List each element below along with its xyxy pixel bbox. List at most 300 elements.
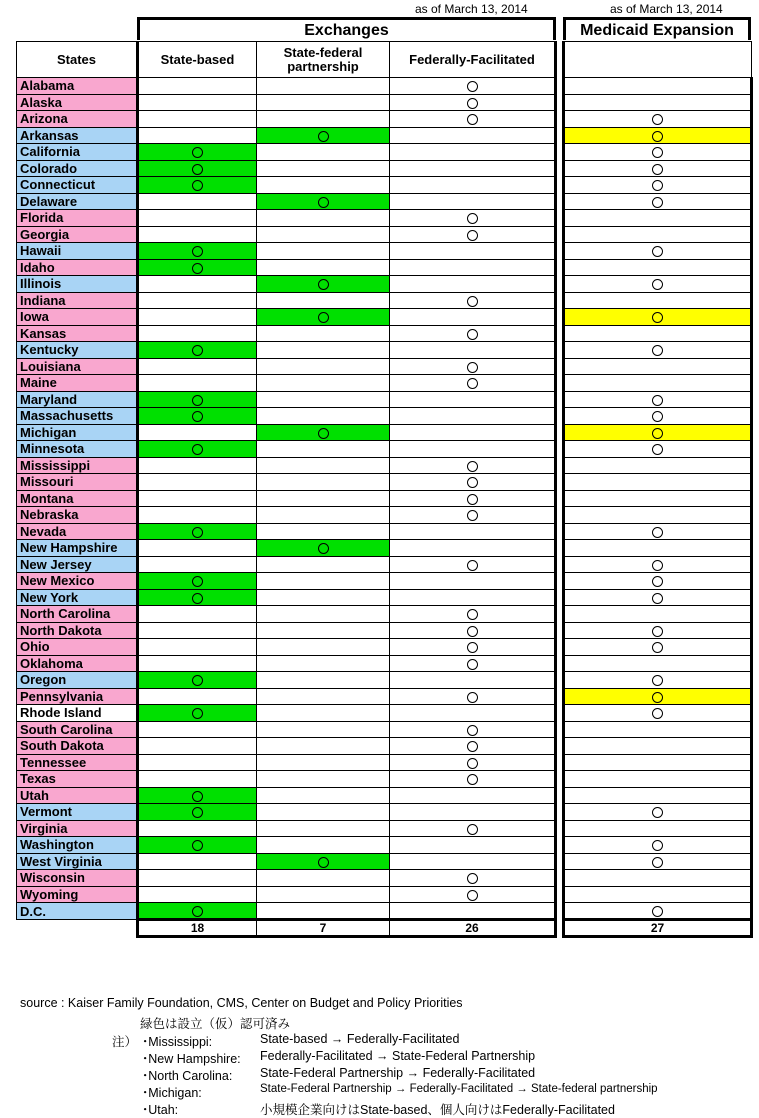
ffm-cell [390, 193, 556, 210]
state-based-cell [138, 457, 257, 474]
state-based-cell [138, 193, 257, 210]
table-row [17, 424, 752, 441]
column-gap [556, 903, 564, 920]
ffm-column-header: Federally-Facilitated [390, 42, 556, 78]
state-based-cell [138, 226, 257, 243]
partnership-cell [257, 639, 390, 656]
state-name-cell: Pennsylvania [17, 688, 138, 705]
state-based-cell [138, 870, 257, 887]
partnership-cell [257, 705, 390, 722]
state-based-cell [138, 292, 257, 309]
medicaid-cell [564, 391, 752, 408]
partnership-cell [257, 870, 390, 887]
state-name-cell: Colorado [17, 160, 138, 177]
circle-mark-icon [652, 411, 663, 422]
circle-mark-icon [467, 230, 478, 241]
circle-mark-icon [192, 593, 203, 604]
medicaid-cell [564, 226, 752, 243]
ffm-cell [390, 886, 556, 903]
state-name-cell: Kentucky [17, 342, 138, 359]
state-name-cell: Illinois [17, 276, 138, 293]
circle-mark-icon [467, 626, 478, 637]
state-name-cell: Oklahoma [17, 655, 138, 672]
note-text: Federally-Facilitated → State-Federal Partnership [260, 1049, 536, 1063]
table-row [17, 820, 752, 837]
table-row [17, 342, 752, 359]
circle-mark-icon [652, 147, 663, 158]
state-based-cell [138, 507, 257, 524]
table-row [17, 210, 752, 227]
circle-mark-icon [192, 708, 203, 719]
state-based-cell [138, 78, 257, 95]
ffm-cell [390, 870, 556, 887]
partnership-cell [257, 688, 390, 705]
state-based-cell [138, 853, 257, 870]
partnership-cell [257, 193, 390, 210]
circle-mark-icon [467, 510, 478, 521]
circle-mark-icon [652, 642, 663, 653]
partnership-cell [257, 771, 390, 788]
medicaid-cell [564, 94, 752, 111]
ffm-cell [390, 144, 556, 161]
exchanges-header: Exchanges [137, 17, 556, 40]
state-name-cell: South Dakota [17, 738, 138, 755]
circle-mark-icon [318, 428, 329, 439]
table-row [17, 474, 752, 491]
circle-mark-icon [652, 807, 663, 818]
ffm-cell [390, 441, 556, 458]
partnership-cell [257, 226, 390, 243]
column-gap [556, 127, 564, 144]
circle-mark-icon [652, 180, 663, 191]
state-based-cell [138, 127, 257, 144]
circle-mark-icon [467, 378, 478, 389]
partnership-cell [257, 523, 390, 540]
ffm-cell [390, 688, 556, 705]
table-row [17, 160, 752, 177]
column-gap [556, 556, 564, 573]
notes-prefix: 注） [112, 1035, 138, 1049]
total-state-based: 18 [138, 920, 257, 937]
medicaid-cell [564, 78, 752, 95]
state-based-cell [138, 177, 257, 194]
ffm-cell [390, 490, 556, 507]
column-gap [556, 94, 564, 111]
total-partnership: 7 [257, 920, 390, 937]
column-gap [556, 672, 564, 689]
circle-mark-icon [192, 263, 203, 274]
state-based-cell [138, 837, 257, 854]
note-text: State-Federal Partnership → Federally-Facilitated → State-federal partnership [260, 1083, 658, 1095]
state-name-cell: Montana [17, 490, 138, 507]
column-gap [556, 441, 564, 458]
column-gap [556, 870, 564, 887]
circle-mark-icon [652, 444, 663, 455]
table-row [17, 226, 752, 243]
note-text: State-Federal Partnership → Federally-Facilitated [260, 1066, 536, 1080]
partnership-cell [257, 738, 390, 755]
partnership-header-line2: partnership [287, 58, 359, 74]
medicaid-cell [564, 276, 752, 293]
state-name-cell: D.C. [17, 903, 138, 920]
circle-mark-icon [652, 593, 663, 604]
green-legend-note: 緑色は設立（仮）認可済み [140, 1017, 291, 1031]
table-row [17, 111, 752, 128]
column-gap [556, 210, 564, 227]
ffm-cell [390, 507, 556, 524]
circle-mark-icon [652, 197, 663, 208]
partnership-cell [257, 78, 390, 95]
table-row [17, 705, 752, 722]
state-name-cell: Wyoming [17, 886, 138, 903]
medicaid-cell [564, 160, 752, 177]
table-row [17, 507, 752, 524]
circle-mark-icon [467, 213, 478, 224]
column-gap [556, 391, 564, 408]
partnership-column-header [257, 42, 390, 78]
medicaid-cell [564, 688, 752, 705]
column-gap [556, 589, 564, 606]
partnership-cell [257, 837, 390, 854]
table-header-row [17, 42, 752, 78]
medicaid-cell [564, 457, 752, 474]
state-based-cell [138, 243, 257, 260]
partnership-cell [257, 540, 390, 557]
medicaid-cell [564, 837, 752, 854]
ffm-cell [390, 523, 556, 540]
column-gap [556, 342, 564, 359]
circle-mark-icon [467, 642, 478, 653]
column-gap [556, 705, 564, 722]
table-row [17, 540, 752, 557]
column-gap [556, 358, 564, 375]
state-name-cell: Minnesota [17, 441, 138, 458]
note-text: 小規模企業向けはState-based、個人向けはFederally-Facilitated [260, 1103, 615, 1117]
state-name-cell: Delaware [17, 193, 138, 210]
as-of-date-exchanges: as of March 13, 2014 [415, 2, 528, 16]
state-name-cell: Florida [17, 210, 138, 227]
state-name-cell: Alabama [17, 78, 138, 95]
state-name-cell: Texas [17, 771, 138, 788]
state-based-cell [138, 672, 257, 689]
state-based-cell [138, 523, 257, 540]
ffm-cell [390, 738, 556, 755]
circle-mark-icon [467, 362, 478, 373]
table-row [17, 622, 752, 639]
circle-mark-icon [652, 692, 663, 703]
partnership-cell [257, 457, 390, 474]
circle-mark-icon [192, 906, 203, 917]
state-name-cell: Nevada [17, 523, 138, 540]
column-gap [556, 259, 564, 276]
state-based-cell [138, 441, 257, 458]
medicaid-cell [564, 820, 752, 837]
state-name-cell: Rhode Island [17, 705, 138, 722]
circle-mark-icon [318, 543, 329, 554]
column-gap [556, 853, 564, 870]
column-gap [556, 292, 564, 309]
circle-mark-icon [467, 81, 478, 92]
medicaid-cell [564, 210, 752, 227]
state-name-cell: Tennessee [17, 754, 138, 771]
medicaid-cell [564, 309, 752, 326]
medicaid-cell [564, 738, 752, 755]
partnership-cell [257, 606, 390, 623]
state-name-cell: West Virginia [17, 853, 138, 870]
circle-mark-icon [652, 560, 663, 571]
ffm-cell [390, 127, 556, 144]
partnership-cell [257, 309, 390, 326]
states-column-header: States [17, 42, 138, 78]
ffm-cell [390, 804, 556, 821]
state-name-cell: Vermont [17, 804, 138, 821]
partnership-cell [257, 243, 390, 260]
as-of-date-medicaid: as of March 13, 2014 [610, 2, 723, 16]
medicaid-cell [564, 804, 752, 821]
table-row [17, 259, 752, 276]
state-based-cell [138, 804, 257, 821]
circle-mark-icon [652, 345, 663, 356]
state-based-cell [138, 903, 257, 920]
medicaid-cell [564, 177, 752, 194]
ffm-cell [390, 655, 556, 672]
medicaid-cell [564, 342, 752, 359]
partnership-cell [257, 721, 390, 738]
column-gap [556, 111, 564, 128]
column-gap [556, 507, 564, 524]
medicaid-cell [564, 243, 752, 260]
column-gap [556, 540, 564, 557]
circle-mark-icon [467, 114, 478, 125]
medicaid-cell [564, 292, 752, 309]
column-gap [556, 837, 564, 854]
state-based-cell [138, 474, 257, 491]
circle-mark-icon [652, 708, 663, 719]
state-name-cell: Ohio [17, 639, 138, 656]
table-row [17, 276, 752, 293]
circle-mark-icon [467, 774, 478, 785]
column-gap [556, 655, 564, 672]
totals-label-cell [17, 920, 138, 937]
circle-mark-icon [652, 246, 663, 257]
ffm-cell [390, 853, 556, 870]
medicaid-cell [564, 375, 752, 392]
medicaid-cell [564, 127, 752, 144]
medicaid-cell [564, 589, 752, 606]
column-gap [556, 424, 564, 441]
partnership-cell [257, 144, 390, 161]
column-gap [556, 738, 564, 755]
table-row [17, 606, 752, 623]
circle-mark-icon [192, 147, 203, 158]
medicaid-cell [564, 540, 752, 557]
circle-mark-icon [652, 626, 663, 637]
circle-mark-icon [192, 444, 203, 455]
partnership-cell [257, 490, 390, 507]
state-name-cell: New York [17, 589, 138, 606]
partnership-cell [257, 507, 390, 524]
state-name-cell: North Dakota [17, 622, 138, 639]
partnership-cell [257, 111, 390, 128]
ffm-cell [390, 325, 556, 342]
column-gap [556, 606, 564, 623]
column-gap [556, 688, 564, 705]
table-row [17, 441, 752, 458]
circle-mark-icon [192, 164, 203, 175]
state-based-cell [138, 721, 257, 738]
state-name-cell: Iowa [17, 309, 138, 326]
partnership-cell [257, 276, 390, 293]
medicaid-expansion-header: Medicaid Expansion [563, 17, 751, 40]
table-row [17, 655, 752, 672]
state-based-cell [138, 424, 257, 441]
table-row [17, 457, 752, 474]
state-based-cell [138, 738, 257, 755]
state-name-cell: Missouri [17, 474, 138, 491]
ffm-cell [390, 837, 556, 854]
table-row [17, 672, 752, 689]
state-based-cell [138, 771, 257, 788]
column-gap [556, 144, 564, 161]
medicaid-cell [564, 111, 752, 128]
circle-mark-icon [318, 131, 329, 142]
source-text: source : Kaiser Family Foundation, CMS, Center on Budget and Policy Priorities [20, 996, 463, 1010]
table-row [17, 804, 752, 821]
circle-mark-icon [652, 114, 663, 125]
ffm-cell [390, 771, 556, 788]
medicaid-cell [564, 144, 752, 161]
partnership-cell [257, 672, 390, 689]
table-row [17, 177, 752, 194]
partnership-cell [257, 177, 390, 194]
state-name-cell: Idaho [17, 259, 138, 276]
column-gap [556, 639, 564, 656]
ffm-cell [390, 622, 556, 639]
circle-mark-icon [652, 395, 663, 406]
state-name-cell: Alaska [17, 94, 138, 111]
column-gap [556, 721, 564, 738]
state-name-cell: New Mexico [17, 573, 138, 590]
partnership-cell [257, 408, 390, 425]
ffm-cell [390, 474, 556, 491]
state-based-cell [138, 655, 257, 672]
state-based-column-header: State-based [138, 42, 257, 78]
state-based-cell [138, 556, 257, 573]
state-name-cell: Louisiana [17, 358, 138, 375]
state-name-cell: California [17, 144, 138, 161]
ffm-cell [390, 358, 556, 375]
state-name-cell: Mississippi [17, 457, 138, 474]
circle-mark-icon [192, 411, 203, 422]
state-based-cell [138, 309, 257, 326]
partnership-cell [257, 474, 390, 491]
table-row [17, 589, 752, 606]
partnership-cell [257, 259, 390, 276]
totals-row [17, 920, 752, 937]
circle-mark-icon [652, 576, 663, 587]
circle-mark-icon [192, 527, 203, 538]
circle-mark-icon [652, 428, 663, 439]
circle-mark-icon [467, 609, 478, 620]
total-medicaid: 27 [564, 920, 752, 937]
circle-mark-icon [318, 279, 329, 290]
circle-mark-icon [652, 312, 663, 323]
state-name-cell: Georgia [17, 226, 138, 243]
partnership-header-line1: State-federal [283, 44, 363, 60]
state-based-cell [138, 111, 257, 128]
column-gap [556, 78, 564, 95]
ffm-cell [390, 721, 556, 738]
state-based-cell [138, 540, 257, 557]
partnership-cell [257, 325, 390, 342]
circle-mark-icon [652, 279, 663, 290]
states-table [16, 41, 753, 938]
table-row [17, 309, 752, 326]
table-row [17, 853, 752, 870]
circle-mark-icon [467, 873, 478, 884]
column-gap [556, 276, 564, 293]
partnership-cell [257, 292, 390, 309]
medicaid-cell [564, 358, 752, 375]
column-gap [556, 474, 564, 491]
circle-mark-icon [192, 807, 203, 818]
circle-mark-icon [652, 131, 663, 142]
circle-mark-icon [467, 296, 478, 307]
state-name-cell: Oregon [17, 672, 138, 689]
table-row [17, 127, 752, 144]
ffm-cell [390, 573, 556, 590]
state-name-cell: Maryland [17, 391, 138, 408]
table-row [17, 771, 752, 788]
medicaid-cell [564, 424, 752, 441]
ffm-cell [390, 259, 556, 276]
table-row [17, 144, 752, 161]
ffm-cell [390, 375, 556, 392]
note-label: ･New Hampshire: [142, 1052, 241, 1066]
medicaid-cell [564, 490, 752, 507]
state-name-cell: South Carolina [17, 721, 138, 738]
medicaid-cell [564, 672, 752, 689]
table-row [17, 688, 752, 705]
column-gap [556, 375, 564, 392]
medicaid-cell [564, 606, 752, 623]
circle-mark-icon [467, 890, 478, 901]
state-based-cell [138, 94, 257, 111]
partnership-cell [257, 94, 390, 111]
state-based-cell [138, 408, 257, 425]
state-based-cell [138, 589, 257, 606]
table-row [17, 738, 752, 755]
medicaid-cell [564, 721, 752, 738]
column-gap [556, 771, 564, 788]
state-based-cell [138, 276, 257, 293]
ffm-cell [390, 177, 556, 194]
column-gap [556, 573, 564, 590]
state-name-cell: Washington [17, 837, 138, 854]
column-gap [556, 309, 564, 326]
state-based-cell [138, 490, 257, 507]
partnership-cell [257, 160, 390, 177]
medicaid-cell [564, 325, 752, 342]
state-name-cell: Arizona [17, 111, 138, 128]
ffm-cell [390, 342, 556, 359]
circle-mark-icon [652, 906, 663, 917]
medicaid-cell [564, 787, 752, 804]
partnership-cell [257, 804, 390, 821]
column-gap [556, 622, 564, 639]
partnership-cell [257, 622, 390, 639]
medicaid-cell [564, 408, 752, 425]
